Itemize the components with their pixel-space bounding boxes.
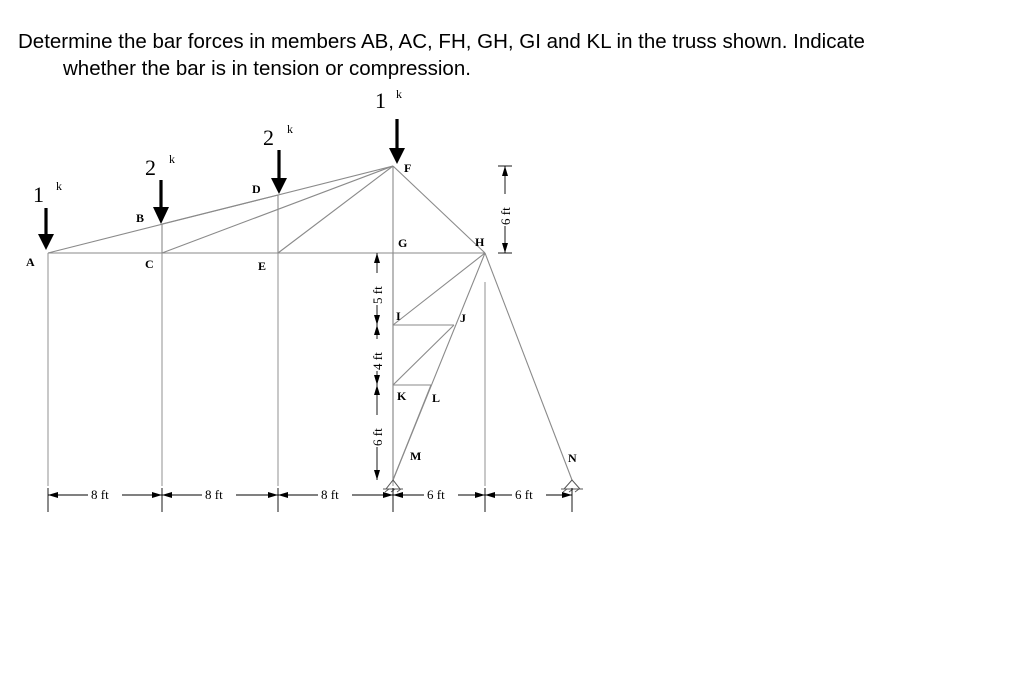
load-arrow-B	[153, 180, 169, 224]
load-label-B: 2	[145, 155, 156, 180]
dim-vertical-right: 6 ft	[498, 207, 513, 225]
node-label-H: H	[475, 235, 485, 249]
node-label-M: M	[410, 449, 422, 463]
node-label-E: E	[258, 259, 267, 273]
load-unit-D: k	[287, 122, 293, 136]
member-CD	[162, 195, 278, 224]
right-vertical-dimension	[498, 166, 513, 253]
member-GJ	[393, 253, 485, 325]
node-label-J: J	[460, 311, 466, 325]
dim-span-2: 8 ft	[205, 487, 223, 502]
dim-span-1: 8 ft	[91, 487, 109, 502]
member-HN	[485, 253, 572, 480]
load-label-D: 2	[263, 125, 274, 150]
problem-line-2: whether the bar is in tension or compression.	[63, 57, 471, 80]
load-unit-F: k	[396, 87, 402, 101]
load-arrow-F	[389, 119, 405, 164]
node-label-F: F	[404, 161, 412, 175]
node-label-C: C	[145, 257, 154, 271]
node-label-K: K	[397, 389, 407, 403]
node-label-N: N	[568, 451, 577, 465]
node-label-B: B	[136, 211, 145, 225]
dim-vertical-5ft: 5 ft	[370, 286, 385, 304]
dim-vertical-6ft: 6 ft	[370, 428, 385, 446]
load-label-A: 1	[33, 182, 44, 207]
member-JK	[393, 325, 454, 385]
node-label-A: A	[26, 255, 35, 269]
node-labels	[26, 161, 577, 465]
dim-span-3: 8 ft	[321, 487, 339, 502]
problem-line-1: Determine the bar forces in members AB, AC, FH, GH, GI and KL in the truss shown. Indicate	[18, 30, 865, 53]
load-arrow-A	[38, 208, 54, 250]
dim-span-4: 6 ft	[427, 487, 445, 502]
load-arrow-D	[271, 150, 287, 194]
left-vertical-dimensions	[370, 253, 385, 480]
load-unit-B: k	[169, 152, 175, 166]
truss-members	[48, 166, 572, 480]
load-label-F: 1	[375, 88, 386, 113]
node-label-G: G	[398, 236, 408, 250]
load-labels	[33, 87, 402, 207]
load-unit-A: k	[56, 179, 62, 193]
node-label-L: L	[432, 391, 441, 405]
member-EF	[278, 166, 393, 253]
dim-vertical-4ft: 4 ft	[370, 352, 385, 370]
node-label-I: I	[396, 309, 401, 323]
horizontal-dimensions	[48, 487, 572, 512]
node-label-D: D	[252, 182, 261, 196]
dim-span-5: 6 ft	[515, 487, 533, 502]
